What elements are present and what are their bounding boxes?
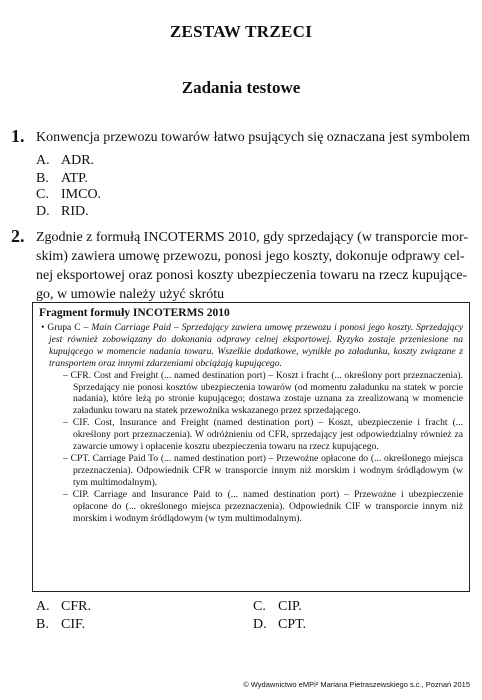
- option-letter: D.: [253, 617, 267, 632]
- q1-option-d[interactable]: [36, 204, 89, 220]
- option-letter: B.: [36, 171, 49, 186]
- q2-option-a[interactable]: [36, 599, 91, 615]
- option-text: CIF.: [61, 617, 86, 632]
- question-2-line: Zgodnie z formułą INCOTERMS 2010, gdy sprzedający (w transporcie mor-: [36, 230, 469, 245]
- question-2-line: skim) zawiera umowę przewozu, ponosi jego koszty, dokonuje odprawy cel-: [36, 249, 465, 264]
- section-title: Zadania testowe: [181, 78, 301, 97]
- q1-option-c[interactable]: [36, 187, 101, 203]
- option-letter: A.: [36, 153, 50, 168]
- option-letter: C.: [36, 187, 49, 202]
- option-letter: C.: [253, 599, 266, 614]
- term-text: CPT. Carriage Paid To (... named destination port) – Przewoźne opłacone do (... określonego miejsca przeznaczenia). Odpowiednik CFR w transporcie innym niż morskim i wodnym śródlądowym (w tym multimodalnym).: [70, 452, 463, 488]
- term-text: CFR. Cost and Freight (... named destination port) – Koszt i fracht (... określony port przeznaczenia). Sprzedający nie ponosi kosztów ubezpieczenia towarów (od momentu załadunku na statek w porcie nadania), które leżą po stronie kupującego; dostawa zostaje uznana za zrealizowaną w momencie załadunku towaru na statek przewoźnika wskazanego przez sprzedającego.: [70, 369, 463, 417]
- group-c-paragraph: • Grupa C – Main Carriage Paid – Sprzedający zawiera umowę przewozu i ponosi jego koszty. Sprzedający jest również zobowiązany do dokonania odprawy celnej eksportowej. Ryzyko zostaje przeniesione na kupującego w momencie nadania towaru. Wszelkie dodatkowe, wynikłe po załadunku, koszty związane z transportem oraz innymi zdarzeniami obciążają kupującego.: [41, 322, 463, 369]
- option-text: IMCO.: [61, 187, 102, 202]
- question-2-line: go, w umowie należy użyć skrótu: [36, 287, 225, 302]
- term-item-cfr: – CFR. Cost and Freight (... named destination port) – Koszt i fracht (... określony port przeznaczenia). Sprzedający nie ponosi kosztów ubezpieczenia towarów (od momentu załadunku na statek w porcie nadania), które leżą po stronie kupującego; dostawa zostaje uznana za zrealizowaną w momencie załadunku towaru na statek przewoźnika wskazanego przez sprzedającego.: [63, 369, 463, 417]
- q2-option-c[interactable]: [253, 599, 302, 615]
- term-text: CIF. Cost, Insurance and Freight (named destination port) – Koszt, ubezpieczenie i fracht (... określony port przeznaczenia). W odróżnieniu od CFR, sprzedający jest odpowiedzialny również za zawarcie umowy i opłacenie kosztu ubezpieczenia towaru na rzecz kupującego.: [72, 417, 463, 453]
- term-item-cif: – CIF. Cost, Insurance and Freight (named destination port) – Koszt, ubezpieczenie i fracht (... określony port przeznaczenia). W odróżnieniu od CFR, sprzedający jest odpowiedzialny również za zawarcie umowy i opłacenie kosztu ubezpieczenia towaru na rzecz kupującego.: [63, 417, 463, 453]
- q1-option-b[interactable]: [36, 171, 88, 187]
- group-text: Main Carriage Paid – Sprzedający zawiera umowę przewozu i ponosi jego koszty. Sprzedający jest również zobowiązany do dokonania odprawy celnej eksportowej. Ryzyko zostaje przeniesione na kupującego w momencie nadania towaru. Wszelkie dodatkowe, wynikłe po załadunku, koszty związane z transportem oraz innymi zdarzeniami obciążają kupującego.: [49, 322, 463, 369]
- question-1-text: Konwencja przewozu towarów łatwo psujących się oznaczana jest symbolem: [36, 130, 470, 145]
- option-letter: A.: [36, 599, 50, 614]
- option-text: CIP.: [278, 599, 302, 614]
- option-text: ATP.: [61, 171, 88, 186]
- option-text: CPT.: [278, 617, 307, 632]
- question-1-number: 1.: [11, 126, 25, 146]
- box-body: [39, 322, 463, 524]
- option-letter: B.: [36, 617, 49, 632]
- option-text: CFR.: [61, 599, 91, 614]
- incoterms-fragment-box: [32, 302, 470, 592]
- term-item-cip: – CIP. Carriage and Insurance Paid to (... named destination port) – Przewoźne i ubezpieczenie opłacone do (... określonego miejsca przeznaczenia). Odpowiednik CIF w transporcie innym niż morskim i wodnym śródlądowym (w tym multimodalnym).: [63, 488, 463, 524]
- set-title: ZESTAW TRZECI: [169, 22, 313, 41]
- group-prefix: Grupa C –: [47, 322, 92, 333]
- option-text: RID.: [61, 204, 89, 219]
- q1-option-a[interactable]: [36, 153, 94, 169]
- copyright-footer: © Wydawnictwo eMPi² Mariana Pietraszewskiego s.c., Poznań 2015: [243, 680, 470, 689]
- question-2-number: 2.: [11, 226, 25, 246]
- question-2-line: nej eksportowej oraz ponosi koszty ubezpieczenia towaru na rzecz kupujące-: [36, 268, 468, 283]
- question-2-text: [36, 228, 472, 304]
- q2-option-b[interactable]: [36, 617, 85, 633]
- option-letter: D.: [36, 204, 50, 219]
- term-item-cpt: – CPT. Carriage Paid To (... named destination port) – Przewoźne opłacone do (... określonego miejsca przeznaczenia). Odpowiednik CFR w transporcie innym niż morskim i wodnym śródlądowym (w tym multimodalnym).: [63, 452, 463, 488]
- term-text: CIP. Carriage and Insurance Paid to (... named destination port) – Przewoźne i ubezpieczenie opłacone do (... określonego miejsca przeznaczenia). Odpowiednik CIF w transporcie innym niż morskim i wodnym śródlądowym (w tym multimodalnym).: [72, 488, 463, 524]
- q2-option-d[interactable]: [253, 617, 306, 633]
- option-text: ADR.: [61, 153, 95, 168]
- box-title: Fragment formuły INCOTERMS 2010: [39, 307, 230, 319]
